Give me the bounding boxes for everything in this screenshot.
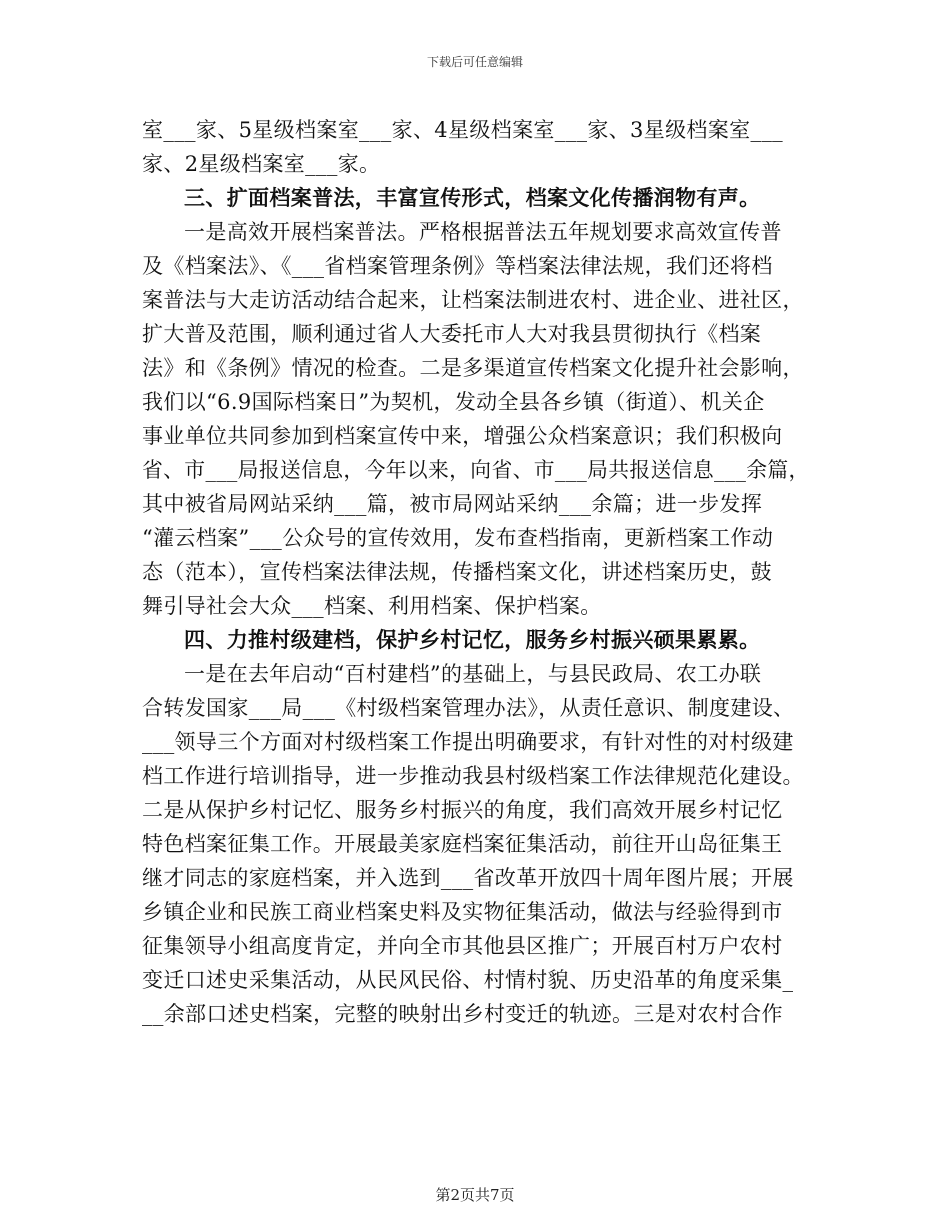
text-line: 征集领导小组高度肯定，并向全市其他县区推广；开展百村万户农村 (142, 934, 783, 958)
text-line: ___领导三个方面对村级档案工作提出明确要求，有针对性的对村级建 (142, 730, 794, 754)
text-line: 省、市___局报送信息，今年以来，向省、市___局共报送信息___余篇， (142, 458, 810, 482)
text-line: 态（范本），宣传档案法律法规，传播档案文化，讲述档案历史，鼓 (142, 560, 772, 584)
text-line: 我们以“6.9国际档案日”为契机，发动全县各乡镇（街道）、机关企 (142, 390, 765, 414)
text-line: 及《档案法》、《___省档案管理条例》等档案法律法规，我们还将档 (142, 254, 773, 278)
text-line: 二是从保护乡村记忆、服务乡村振兴的角度，我们高效开展乡村记忆 (142, 798, 783, 822)
text-line: 室___家、5星级档案室___家、4星级档案室___家、3星级档案室___ (142, 118, 784, 142)
text-line: 继才同志的家庭档案，并入选到___省改革开放四十周年图片展；开展 (142, 866, 794, 890)
text-line: 案普法与大走访活动结合起来，让档案法制进农村、进企业、进社区， (142, 288, 804, 312)
section-heading: 三、扩面档案普法，丰富宣传形式，档案文化传播润物有声。 (184, 185, 761, 210)
text-line: 一是在去年启动“百村建档”的基础上，与县民政局、农工办联 (184, 662, 762, 686)
text-line: 乡镇企业和民族工商业档案史料及实物征集活动，做法与经验得到市 (142, 900, 783, 924)
text-line: 舞引导社会大众___档案、利用档案、保护档案。 (142, 594, 602, 618)
text-line: 档工作进行培训指导，进一步推动我县村级档案工作法律规范化建设。 (142, 764, 804, 788)
text-line: 事业单位共同参加到档案宣传中来，增强公众档案意识；我们积极向 (142, 424, 783, 448)
document-body (142, 113, 810, 1031)
text-line: __余部口述史档案，完整的映射出乡村变迁的轨迹。三是对农村合作 (142, 1002, 783, 1026)
section-heading: 四、力推村级建档，保护乡村记忆，服务乡村振兴硕果累累。 (184, 627, 761, 652)
text-line: 特色档案征集工作。开展最美家庭档案征集活动，前往开山岛征集王 (142, 832, 783, 856)
text-line: 变迁口述史采集活动，从民风民俗、村情村貌、历史沿革的角度采集_ (142, 968, 794, 992)
text-line: 其中被省局网站采纳___篇，被市局网站采纳___余篇；进一步发挥 (142, 492, 763, 516)
page-footer: 第2页共7页 (435, 1186, 515, 1204)
text-line: 合转发国家___局___《村级档案管理办法》，从责任意识、制度建设、 (142, 696, 795, 720)
page-header: 下载后可任意编辑 (426, 55, 523, 69)
text-line: 一是高效开展档案普法。严格根据普法五年规划要求高效宣传普 (184, 220, 782, 244)
text-line: 法》和《条例》情况的检查。二是多渠道宣传档案文化提升社会影响， (142, 356, 804, 380)
text-line: “灌云档案”___公众号的宣传效用，发布查档指南，更新档案工作动 (142, 526, 774, 550)
text-line: 家、2星级档案室___家。 (142, 152, 381, 176)
text-line: 扩大普及范围，顺利通过省人大委托市人大对我县贯彻执行《档案 (142, 322, 762, 346)
